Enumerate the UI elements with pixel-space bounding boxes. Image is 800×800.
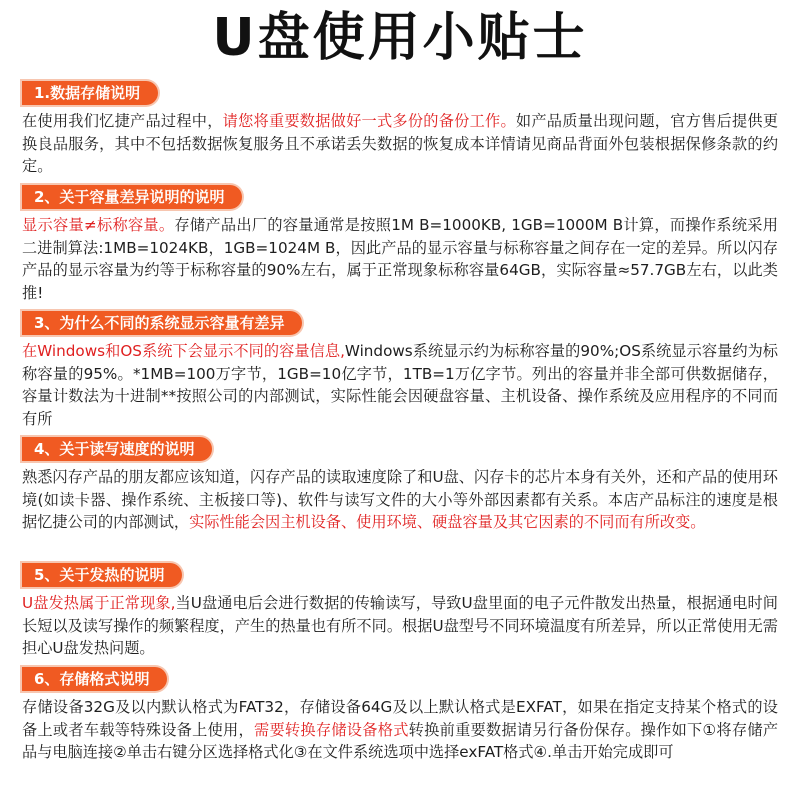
- section-heading: 4、关于读写速度的说明: [22, 437, 212, 461]
- section-system-capacity: [22, 306, 778, 432]
- section-heading: 6、存储格式说明: [22, 667, 167, 691]
- page-title: U盘使用小贴士: [212, 8, 588, 68]
- section-storage-format: [22, 662, 778, 764]
- highlight-text: 实际性能会因主机设备、使用环境、硬盘容量及其它因素的不同而有所改变。: [189, 513, 706, 531]
- section-read-write-speed: [22, 432, 778, 558]
- section-text: 存储设备32G及以内默认格式为FAT32，存储设备64G及以上默认格式是EXFAT，如果在指定支持某个格式的设备上或者车载等特殊设备上使用，需要转换存储设备格式转换前重要数据请另行备份保存。操作如下①将存储产品与电脑连接②单击右键分区选择格式化③在文件系统选项中选择exFAT格式④.单击开始完成即可: [22, 698, 779, 761]
- section-capacity-difference: [22, 180, 778, 306]
- highlight-text: 需要转换存储设备格式: [254, 720, 409, 739]
- section-heat: [22, 558, 778, 662]
- highlight-text: 请您将重要数据做好一式多份的备份工作。: [222, 112, 516, 130]
- section-heading: 3、为什么不同的系统显示容量有差异: [22, 311, 302, 335]
- highlight-text: 显示容量≠标称容量。: [22, 216, 175, 234]
- highlight-text: 在Windows和OS系统下会显示不同的容量信息,: [22, 342, 345, 360]
- section-data-storage: [22, 76, 778, 180]
- section-text: 熟悉闪存产品的朋友都应该知道，闪存产品的读取速度除了和U盘、闪存卡的芯片本身有关外，还和产品的使用环境(如读卡器、操作系统、主板接口等)、软件与读写文件的大小等外部因素都有关系。本店产品标注的速度是根据忆捷公司的内部测试，实际性能会因主机设备、使用环境、硬盘容量及其它因素的不同而有所改变。: [22, 468, 778, 531]
- section-text: U盘发热属于正常现象,当U盘通电后会进行数据的传输读写，导致U盘里面的电子元件散发出热量，根据通电时间长短以及读写操作的频繁程度，产生的热量也有所不同。根据U盘型号不同环境温度有所差异，所以正常使用无需担心U盘发热问题。: [22, 594, 778, 657]
- highlight-text: U盘发热属于正常现象,: [22, 594, 176, 612]
- section-heading: 2、关于容量差异说明的说明: [22, 185, 242, 209]
- section-heading: 5、关于发热的说明: [22, 563, 182, 587]
- section-text: 在使用我们忆捷产品过程中，请您将重要数据做好一式多份的备份工作。如产品质量出现问题，官方售后提供更换良品服务，其中不包括数据恢复服务且不承诺丢失数据的恢复成本详情请见商品背面外包装根据保修条款的约定。: [22, 112, 779, 175]
- section-text: 在Windows和OS系统下会显示不同的容量信息,Windows系统显示约为标称容量的90%;OS系统显示容量约为标称容量的95%。*1MB=100万字节，1GB=10亿字节，1TB=1万亿字节。列出的容量并非全部可供数据储存，容量计数法为十进制**按照公司的内部测试，实际性能会因硬盘容量、主机设备、操作系统及应用程序的不同而有所: [22, 342, 778, 428]
- section-heading: 1.数据存储说明: [22, 81, 158, 105]
- section-text: 显示容量≠标称容量。存储产品出厂的容量通常是按照1M B=1000KB, 1GB=1000M B计算，而操作系统采用二进制算法:1MB=1024KB，1GB=1024M B，因此产品的显示容量与标称容量之间存在一定的差异。所以闪存产品的显示容量为约等于标称容量的90%左右，属于正常现象标称容量64GB，实际容量≈57.7GB左右，以此类推!: [22, 216, 778, 302]
